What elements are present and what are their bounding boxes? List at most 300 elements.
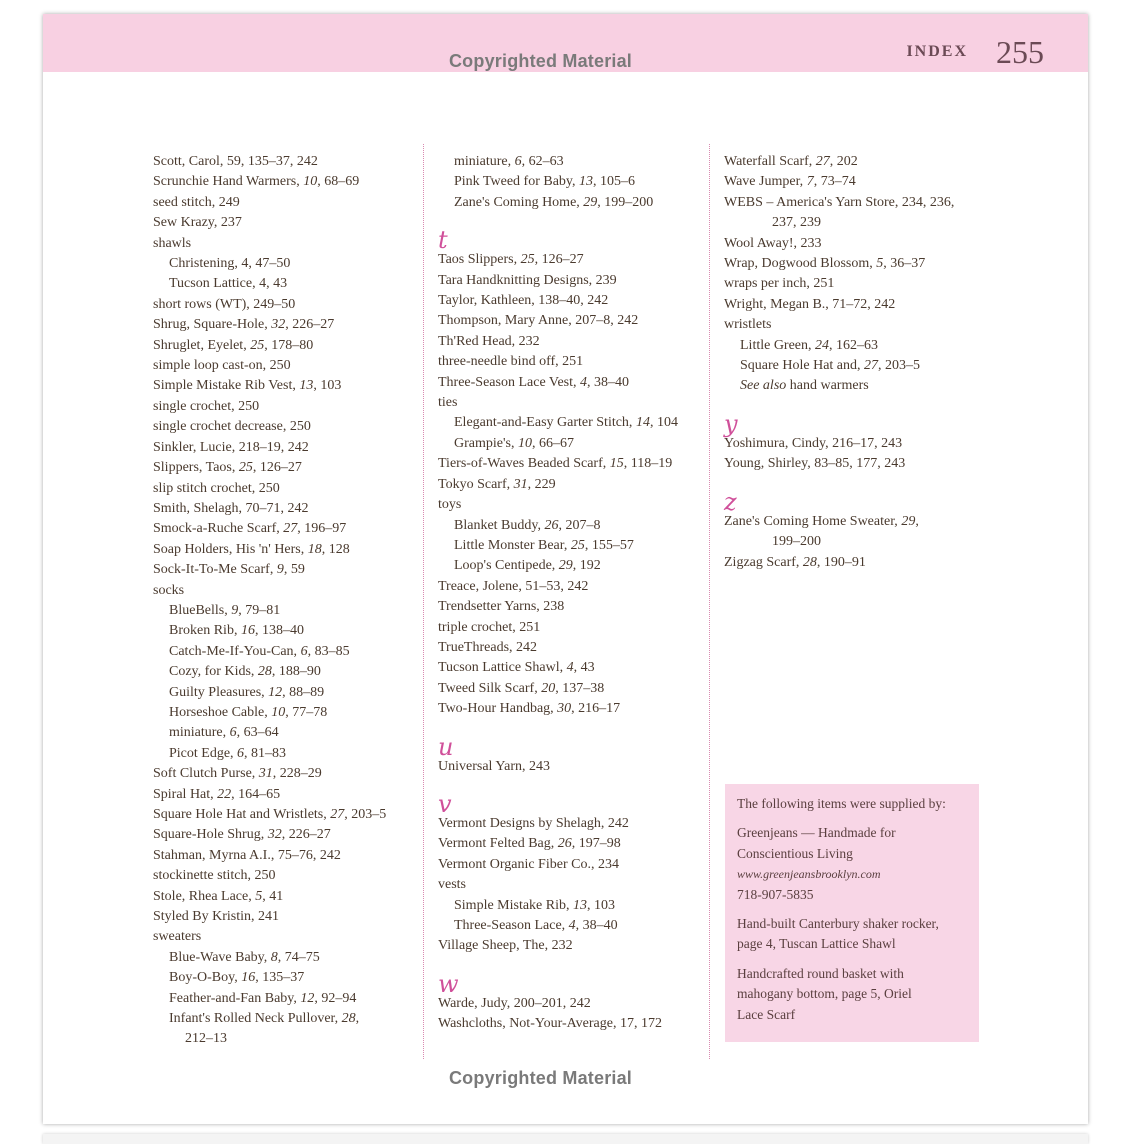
index-subentry	[438, 413, 713, 433]
index-entry	[438, 875, 713, 895]
index-entry	[438, 291, 713, 311]
entry-photo-page: 14	[635, 415, 650, 431]
index-entry	[153, 519, 425, 539]
entry-photo-page: 31	[258, 766, 273, 782]
entry-photo-page: 5	[255, 888, 263, 904]
entry-photo-page: 10	[303, 174, 318, 190]
index-subentry	[153, 662, 425, 682]
entry-text: Loop's Centipede,	[454, 558, 559, 574]
entry-text: stockinette stitch, 250	[153, 868, 276, 884]
entry-text: Wave Jumper,	[724, 174, 807, 190]
section-letter: t	[438, 226, 448, 255]
entry-text: Pink Tweed for Baby,	[454, 174, 580, 190]
header-band	[43, 14, 1088, 72]
entry-text: Tara Handknitting Designs, 239	[438, 272, 617, 288]
entry-pages: , 62–63	[521, 154, 564, 169]
entry-pages: ,	[355, 1011, 360, 1027]
entry-text: Three-Season Lace,	[454, 918, 569, 933]
entry-photo-page: 4	[568, 918, 576, 933]
index-subentry	[438, 434, 713, 454]
index-entry	[153, 907, 425, 927]
entry-text: Stole, Rhea Lace,	[153, 888, 256, 904]
entry-pages: , 104	[649, 415, 678, 431]
entry-text: Wrap, Dogwood Blossom,	[724, 256, 877, 272]
index-entry	[724, 274, 1004, 294]
entry-pages: , 36–37	[883, 256, 926, 272]
index-column-2	[438, 152, 713, 1035]
entry-text: wraps per inch, 251	[724, 276, 835, 292]
entry-text: Treace, Jolene, 51–53, 242	[438, 578, 589, 594]
entry-text: Slippers, Taos,	[153, 460, 239, 476]
index-entry	[438, 271, 713, 291]
entry-text: Boy-O-Boy,	[169, 970, 242, 986]
entry-photo-page: 32	[271, 317, 286, 333]
index-entry	[153, 785, 425, 805]
running-head: INDEX	[906, 43, 968, 60]
entry-text: WEBS – America's Yarn Store, 234, 236,	[724, 194, 955, 210]
index-entry	[724, 553, 1004, 573]
entry-photo-page: 8	[270, 949, 278, 965]
entry-pages: , 92–94	[314, 990, 357, 1006]
index-column-3	[724, 152, 1004, 573]
entry-pages: , 68–69	[317, 174, 360, 190]
entry-text: miniature,	[169, 725, 230, 741]
index-entry	[153, 581, 425, 601]
item2-line1: Handcrafted round basket with	[737, 965, 904, 981]
index-entry	[438, 577, 713, 597]
entry-pages: , 229	[527, 476, 556, 492]
entry-pages: , 202	[829, 154, 858, 169]
entry-pages: , 63–64	[236, 725, 279, 741]
vendor-name-line2: Conscientious Living	[737, 845, 853, 861]
index-subentry	[438, 536, 713, 556]
index-entry	[153, 397, 425, 417]
index-entry	[438, 936, 713, 956]
entry-text: Little Green,	[740, 337, 816, 353]
index-subentry	[438, 516, 713, 536]
entry-text: Wright, Megan B., 71–72, 242	[724, 296, 896, 312]
index-entry	[153, 499, 425, 519]
entry-text: miniature,	[454, 154, 515, 169]
index-subentry	[438, 172, 713, 192]
entry-text: Infant's Rolled Neck Pullover,	[169, 1011, 342, 1027]
entry-photo-page: 16	[240, 623, 255, 639]
entry-photo-page: 29	[558, 558, 573, 574]
item2-line2: mahogany bottom, page 5, Oriel	[737, 986, 912, 1002]
entry-pages: , 105–6	[593, 174, 636, 190]
entry-text: Blanket Buddy,	[454, 517, 545, 533]
entry-pages: , 77–78	[285, 704, 328, 720]
entry-photo-page: 6	[300, 643, 308, 659]
entry-pages: , 38–40	[575, 918, 618, 933]
entry-photo-page: 12	[300, 990, 315, 1006]
index-subentry	[438, 916, 713, 936]
index-entry	[724, 213, 1004, 233]
entry-pages: , 137–38	[555, 680, 605, 696]
entry-pages: , 228–29	[272, 766, 322, 782]
entry-photo-page: 13	[573, 897, 587, 913]
entry-text: Sew Krazy, 237	[153, 215, 242, 231]
index-entry	[438, 332, 713, 352]
page-number: 255	[996, 34, 1044, 70]
entry-photo-page: 28	[257, 664, 272, 680]
entry-text: Cozy, for Kids,	[169, 664, 258, 680]
entry-photo-page: 4	[580, 374, 588, 390]
index-entry	[153, 458, 425, 478]
index-entry	[153, 887, 425, 907]
entry-text: Zane's Coming Home Sweater,	[724, 513, 902, 529]
entry-text: Zane's Coming Home,	[454, 194, 584, 210]
index-entry	[153, 193, 425, 213]
entry-pages: , 81–83	[244, 745, 287, 761]
entry-text: vests	[438, 877, 466, 893]
entry-photo-page: 25	[250, 337, 265, 353]
entry-text: Taos Slippers,	[438, 252, 521, 268]
entry-text: single crochet, 250	[153, 398, 260, 414]
index-entry	[724, 172, 1004, 192]
entry-photo-page: 4	[566, 660, 574, 676]
next-page-edge	[43, 1134, 1088, 1144]
entry-pages: , 197–98	[571, 836, 621, 852]
entry-photo-page: 30	[557, 701, 572, 717]
index-subentry	[153, 254, 425, 274]
entry-pages: , 88–89	[282, 684, 325, 700]
entry-photo-page: 26	[544, 517, 559, 533]
entry-photo-page: 32	[267, 827, 282, 843]
index-subentry	[153, 703, 425, 723]
entry-pages: , 59	[283, 562, 305, 578]
entry-text: Sock-It-To-Me Scarf,	[153, 562, 277, 578]
entry-text: Christening, 4, 47–50	[169, 256, 291, 272]
entry-pages: , 73–74	[813, 174, 856, 190]
index-subentry	[724, 376, 1004, 396]
index-entry	[153, 417, 425, 437]
entry-photo-page: 31	[513, 476, 528, 492]
entry-pages: , 196–97	[297, 521, 347, 537]
index-entry	[438, 618, 713, 638]
entry-text: slip stitch crochet, 250	[153, 480, 280, 496]
index-entry	[724, 532, 1004, 552]
entry-photo-page: 20	[541, 680, 556, 696]
entry-text: socks	[153, 582, 185, 598]
entry-text: Catch-Me-If-You-Can,	[169, 643, 301, 659]
entry-pages: , 79–81	[238, 602, 281, 618]
entry-pages: , 74–75	[277, 949, 320, 965]
index-subentry	[153, 723, 425, 743]
index-entry	[438, 855, 713, 875]
entry-text: seed stitch, 249	[153, 194, 240, 210]
index-subentry	[153, 274, 425, 294]
entry-text: Soap Holders, His 'n' Hers,	[153, 541, 308, 557]
entry-pages: , 126–27	[534, 252, 584, 268]
supplier-intro: The following items were supplied by:	[737, 796, 946, 811]
entry-text: Shrug, Square-Hole,	[153, 317, 272, 333]
entry-text: 212–13	[185, 1031, 227, 1047]
entry-text: Taylor, Kathleen, 138–40, 242	[438, 293, 609, 309]
entry-text: short rows (WT), 249–50	[153, 296, 296, 312]
entry-pages: , 103	[587, 897, 615, 913]
entry-photo-page: 5	[876, 256, 884, 272]
entry-text: Waterfall Scarf,	[724, 154, 816, 169]
entry-pages: , 41	[262, 888, 284, 904]
entry-text: Tweed Silk Scarf,	[438, 680, 542, 696]
entry-photo-page: 16	[241, 970, 256, 986]
entry-text: triple crochet, 251	[438, 619, 541, 635]
entry-text: Th'Red Head, 232	[438, 333, 540, 349]
entry-text: Scrunchie Hand Warmers,	[153, 174, 304, 190]
index-entry	[153, 825, 425, 845]
entry-photo-page: 27	[283, 521, 298, 537]
index-subentry	[724, 356, 1004, 376]
vendor-phone: 718-907-5835	[737, 886, 814, 902]
vendor-name-line1: Greenjeans — Handmade for	[737, 825, 896, 841]
entry-photo-page: 13	[299, 378, 314, 394]
entry-text: Square Hole Hat and Wristlets,	[153, 807, 331, 822]
item2-line3: Lace Scarf	[737, 1006, 796, 1022]
entry-photo-page: 6	[514, 154, 522, 169]
entry-photo-page: 15	[609, 456, 624, 472]
index-entry	[153, 356, 425, 376]
entry-text: Tiers-of-Waves Beaded Scarf,	[438, 456, 610, 472]
entry-text: Square Hole Hat and,	[740, 358, 865, 374]
entry-photo-page: 25	[570, 537, 585, 553]
index-entry	[153, 866, 425, 886]
index-entry	[724, 295, 1004, 315]
entry-photo-page: 27	[864, 358, 879, 374]
index-entry	[724, 152, 1004, 172]
entry-text: simple loop cast-on, 250	[153, 358, 291, 374]
entry-pages: , 216–17	[571, 701, 621, 717]
item1-line2: page 4, Tuscan Lattice Shawl	[737, 936, 896, 952]
entry-photo-page: 6	[229, 725, 237, 741]
index-entry	[153, 172, 425, 192]
entry-pages: , 162–63	[829, 337, 879, 353]
entry-pages: , 126–27	[252, 460, 302, 476]
entry-text: Elegant-and-Easy Garter Stitch,	[454, 415, 636, 431]
index-entry	[153, 438, 425, 458]
entry-text: Simple Mistake Rib Vest,	[153, 378, 300, 394]
entry-pages: , 164–65	[231, 786, 281, 802]
entry-photo-page: 18	[307, 541, 322, 557]
entry-text: Blue-Wave Baby,	[169, 949, 271, 965]
entry-photo-page: 27	[330, 807, 345, 822]
book-page	[43, 14, 1088, 1124]
entry-photo-page: 9	[231, 602, 239, 618]
entry-text: Tokyo Scarf,	[438, 476, 514, 492]
index-entry	[153, 805, 425, 825]
index-entry	[438, 250, 713, 270]
entry-photo-page: 27	[815, 154, 830, 169]
index-entry	[153, 560, 425, 580]
entry-photo-page: 13	[579, 174, 594, 190]
supplier-credits-box	[725, 784, 979, 1042]
entry-text: Universal Yarn, 243	[438, 758, 550, 774]
entry-text: Grampie's,	[454, 435, 518, 451]
entry-text: Sinkler, Lucie, 218–19, 242	[153, 439, 309, 455]
entry-text: shawls	[153, 235, 192, 251]
index-entry	[153, 295, 425, 315]
index-subentry	[153, 989, 425, 1009]
index-entry	[438, 373, 713, 393]
entry-text: toys	[438, 497, 462, 513]
index-column-1	[153, 152, 425, 1050]
entry-text: Thompson, Mary Anne, 207–8, 242	[438, 313, 639, 329]
index-entry	[438, 757, 713, 777]
index-entry	[438, 454, 713, 474]
index-entry	[438, 994, 713, 1014]
index-entry	[724, 193, 1004, 213]
index-entry	[438, 311, 713, 331]
section-letter: u	[438, 732, 454, 761]
index-entry	[724, 234, 1004, 254]
entry-photo-page: 7	[806, 174, 814, 190]
entry-pages: , 226–27	[281, 827, 331, 843]
index-subentry	[438, 193, 713, 213]
index-entry	[153, 927, 425, 947]
entry-photo-page: 10	[517, 435, 532, 451]
entry-pages: , 66–67	[531, 435, 574, 451]
supplied-item-2	[737, 964, 967, 1025]
index-entry	[153, 1029, 425, 1049]
index-subentry	[153, 601, 425, 621]
section-letter: w	[438, 969, 459, 998]
entry-text: Smith, Shelagh, 70–71, 242	[153, 500, 309, 516]
index-subentry	[153, 642, 425, 662]
entry-text: Three-Season Lace Vest,	[438, 374, 581, 390]
index-entry	[153, 234, 425, 254]
index-entry	[438, 1014, 713, 1034]
entry-pages: , 199–200	[597, 194, 654, 210]
entry-pages: , 190–91	[816, 554, 866, 570]
entry-text: Feather-and-Fan Baby,	[169, 990, 301, 1006]
entry-text: Tucson Lattice Shawl,	[438, 660, 567, 676]
index-subentry	[153, 744, 425, 764]
entry-text: Simple Mistake Rib,	[454, 897, 573, 913]
entry-photo-page: 25	[520, 252, 535, 268]
entry-text: wristlets	[724, 317, 772, 333]
index-entry	[724, 254, 1004, 274]
entry-pages: , 178–80	[264, 337, 314, 353]
entry-text: Picot Edge,	[169, 745, 238, 761]
entry-text: Wool Away!, 233	[724, 235, 822, 251]
entry-text: Broken Rib,	[169, 623, 241, 639]
entry-text: Shruglet, Eyelet,	[153, 337, 251, 353]
entry-photo-page: 29	[901, 513, 916, 529]
index-subentry	[153, 968, 425, 988]
index-entry	[153, 336, 425, 356]
entry-text: Guilty Pleasures,	[169, 684, 269, 700]
index-entry	[438, 658, 713, 678]
entry-photo-page: 25	[238, 460, 253, 476]
entry-text: Styled By Kristin, 241	[153, 909, 280, 925]
entry-text: 237, 239	[772, 215, 821, 231]
index-entry	[153, 479, 425, 499]
entry-text: Tucson Lattice, 4, 43	[169, 276, 288, 292]
entry-pages: , 203–5	[878, 358, 921, 374]
entry-text: Young, Shirley, 83–85, 177, 243	[724, 456, 906, 472]
entry-pages: , 226–27	[285, 317, 335, 333]
index-entry	[438, 638, 713, 658]
index-entry	[438, 699, 713, 719]
index-entry	[438, 475, 713, 495]
entry-photo-page: 24	[815, 337, 830, 353]
entry-photo-page: 29	[583, 194, 598, 210]
index-entry	[724, 315, 1004, 335]
entry-text: Vermont Designs by Shelagh, 242	[438, 815, 629, 831]
entry-text: 199–200	[772, 534, 821, 550]
entry-pages: , 83–85	[307, 643, 350, 659]
entry-pages: , 43	[573, 660, 595, 676]
index-subentry	[153, 683, 425, 703]
entry-text: Washcloths, Not-Your-Average, 17, 172	[438, 1016, 662, 1032]
index-subentry	[153, 1009, 425, 1029]
copyright-watermark-top: Copyrighted Material	[448, 51, 633, 71]
entry-text: ties	[438, 395, 458, 411]
index-subentry	[438, 896, 713, 916]
entry-text: Soft Clutch Purse,	[153, 766, 259, 782]
entry-text: sweaters	[153, 929, 202, 945]
index-entry	[153, 376, 425, 396]
entry-pages: , 103	[313, 378, 342, 394]
index-entry	[438, 393, 713, 413]
entry-text: Vermont Felted Bag,	[438, 836, 558, 852]
index-entry	[724, 434, 1004, 454]
index-entry	[153, 315, 425, 335]
index-entry	[438, 597, 713, 617]
supplied-item-1	[737, 914, 967, 955]
entry-pages: , 135–37	[255, 970, 305, 986]
item1-line1: Hand-built Canterbury shaker rocker,	[737, 916, 939, 932]
section-letter: y	[724, 409, 738, 438]
entry-pages: , 155–57	[584, 537, 634, 553]
entry-pages: , 203–5	[344, 807, 387, 822]
entry-text: three-needle bind off, 251	[438, 354, 584, 370]
entry-text: Little Monster Bear,	[454, 537, 571, 553]
entry-text: Smock-a-Ruche Scarf,	[153, 521, 284, 537]
entry-text: Stahman, Myrna A.I., 75–76, 242	[153, 847, 341, 863]
entry-pages: , 192	[572, 558, 601, 574]
entry-photo-page: 12	[268, 684, 283, 700]
entry-text: Vermont Organic Fiber Co., 234	[438, 856, 619, 872]
entry-text: single crochet decrease, 250	[153, 419, 311, 435]
index-entry	[438, 495, 713, 515]
entry-text: Two-Hour Handbag,	[438, 701, 558, 717]
entry-photo-page: 6	[237, 745, 245, 761]
entry-photo-page: See also	[740, 378, 787, 394]
index-entry	[438, 814, 713, 834]
entry-photo-page: 22	[217, 786, 232, 802]
index-subentry	[438, 152, 713, 172]
index-entry	[724, 512, 1004, 532]
index-entry	[724, 454, 1004, 474]
entry-text: Warde, Judy, 200–201, 242	[438, 995, 591, 1011]
entry-pages: , 188–90	[271, 664, 321, 680]
index-entry	[153, 213, 425, 233]
vendor-url: www.greenjeansbrooklyn.com	[737, 867, 881, 882]
entry-pages: ,	[915, 513, 919, 529]
entry-pages: hand warmers	[786, 378, 869, 394]
index-entry	[438, 352, 713, 372]
entry-text: TrueThreads, 242	[438, 639, 538, 655]
index-entry	[153, 152, 425, 172]
section-letter: z	[724, 487, 737, 516]
index-entry	[153, 540, 425, 560]
entry-pages: , 207–8	[558, 517, 601, 533]
entry-text: Square-Hole Shrug,	[153, 827, 268, 843]
entry-pages: , 38–40	[587, 374, 630, 390]
index-entry	[438, 679, 713, 699]
entry-text: BlueBells,	[169, 602, 232, 618]
